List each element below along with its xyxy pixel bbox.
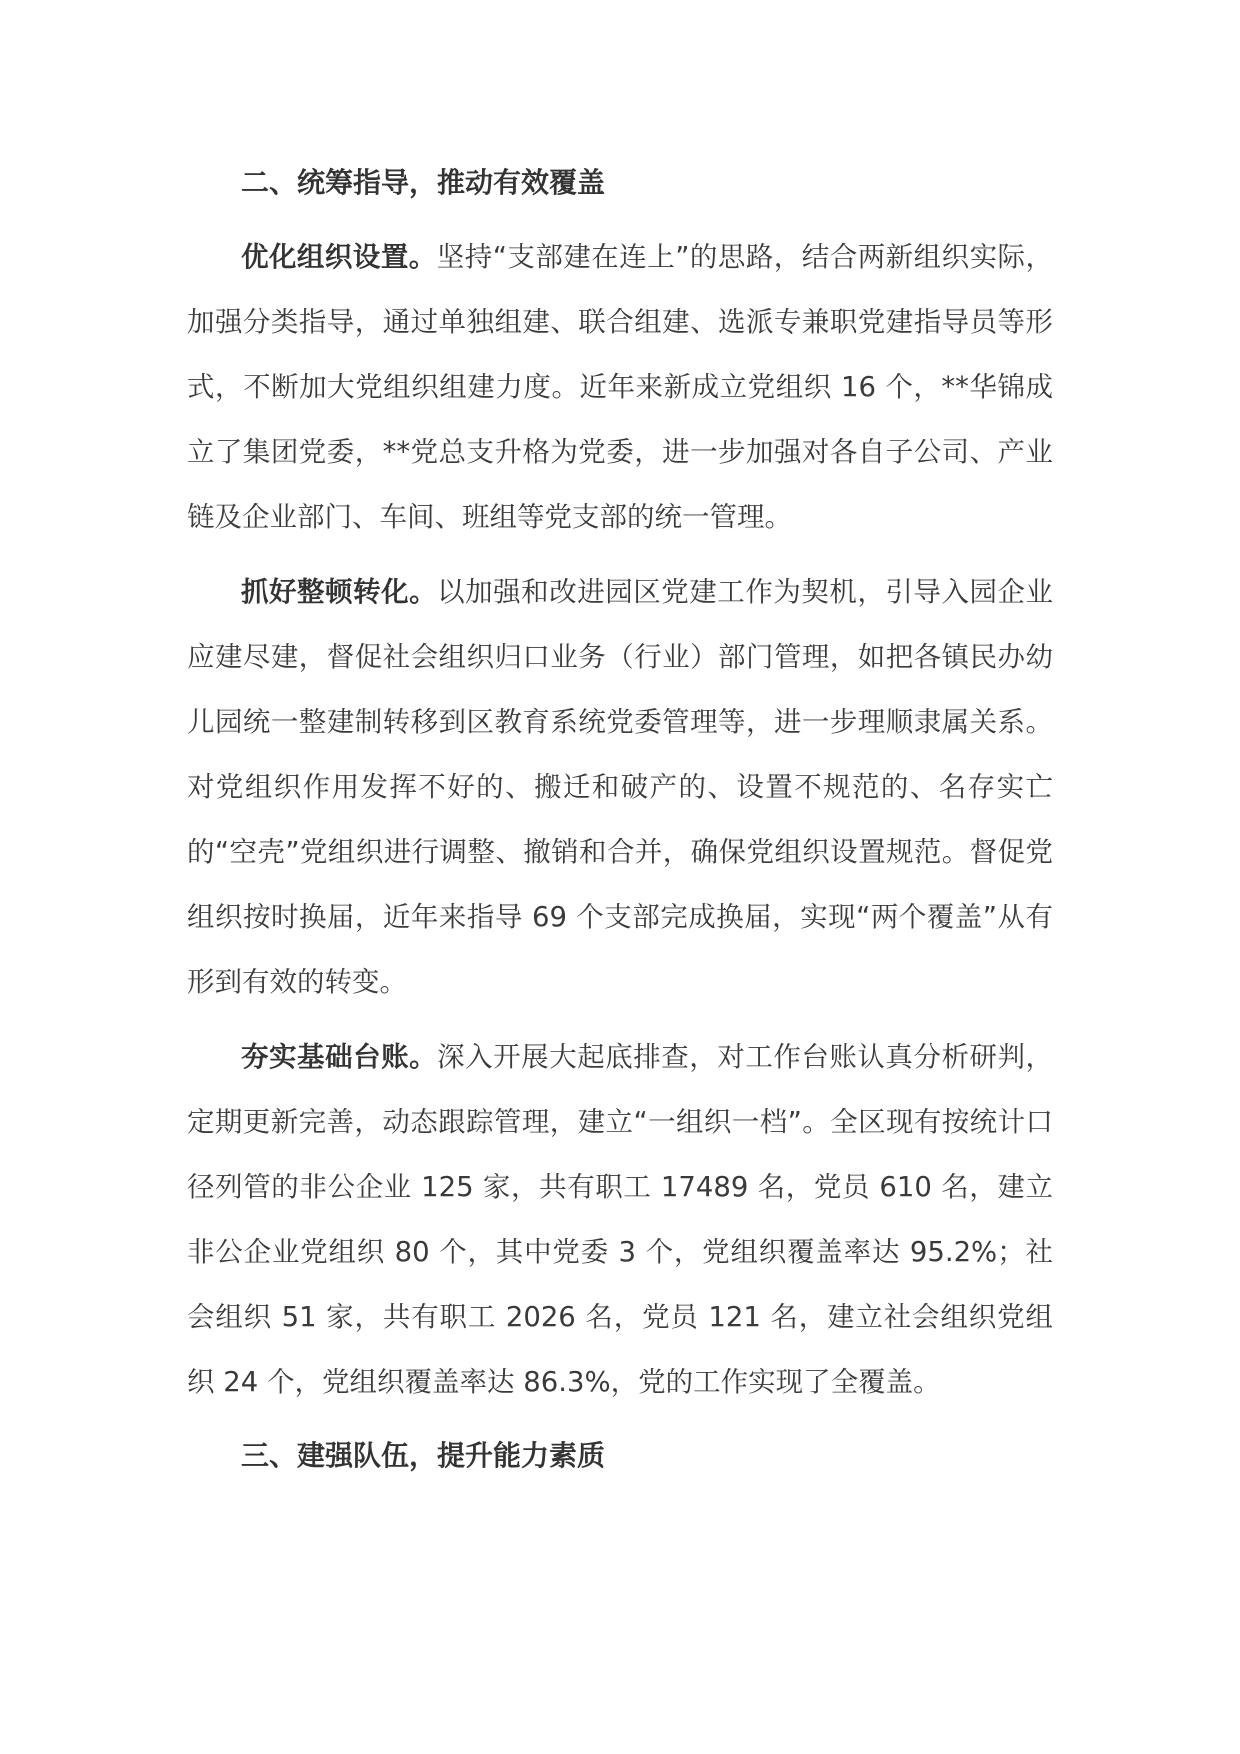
document-page	[187, 168, 1053, 1471]
paragraph-lead: 夯实基础台账。	[241, 1041, 438, 1073]
paragraph-text: 坚持“支部建在连上”的思路，结合两新组织实际，加强分类指导，通过单独组建、联合组建、选派专兼职党建指导员等形式，不断加大党组织组建力度。近年来新成立党组织 16 个，**华锦成立了集团党委，**党总支升格为党委，进一步加强对各自子公司、产业链及企业部门、车间、班组等党支部的统一管理。	[187, 241, 1053, 533]
paragraph-optimize-organization	[187, 225, 1053, 550]
paragraph-text: 以加强和改进园区党建工作为契机，引导入园企业应建尽建，督促社会组织归口业务（行业）部门管理，如把各镇民办幼儿园统一整建制转移到区教育系统党委管理等，进一步理顺隶属关系。对党组织作用发挥不好的、搬迁和破产的、设置不规范的、名存实亡的“空壳”党组织进行调整、撤销和合并，确保党组织设置规范。督促党组织按时换届，近年来指导 69 个支部完成换届，实现“两个覆盖”从有形到有效的转变。	[187, 576, 1053, 998]
section-heading-2: 二、统筹指导，推动有效覆盖	[241, 166, 606, 199]
paragraph-lead: 抓好整顿转化。	[241, 576, 438, 608]
section-heading-3: 三、建强队伍，提升能力素质	[241, 1439, 606, 1472]
paragraph-lead: 优化组织设置。	[241, 241, 437, 273]
paragraph-rectification	[187, 560, 1053, 1015]
paragraph-text: 深入开展大起底排查，对工作台账认真分析研判，定期更新完善，动态跟踪管理，建立“一组织一档”。全区现有按统计口径列管的非公企业 125 家，共有职工 17489 名，党员 610 名，建立非公企业党组织 80 个，其中党委 3 个，党组织覆盖率达 95.2%；社会组织 51 家，共有职工 2026 名，党员 121 名，建立社会组织党组织 24 个，党组织覆盖率达 86.3%，党的工作实现了全覆盖。	[187, 1041, 1053, 1398]
paragraph-ledger	[187, 1025, 1053, 1415]
